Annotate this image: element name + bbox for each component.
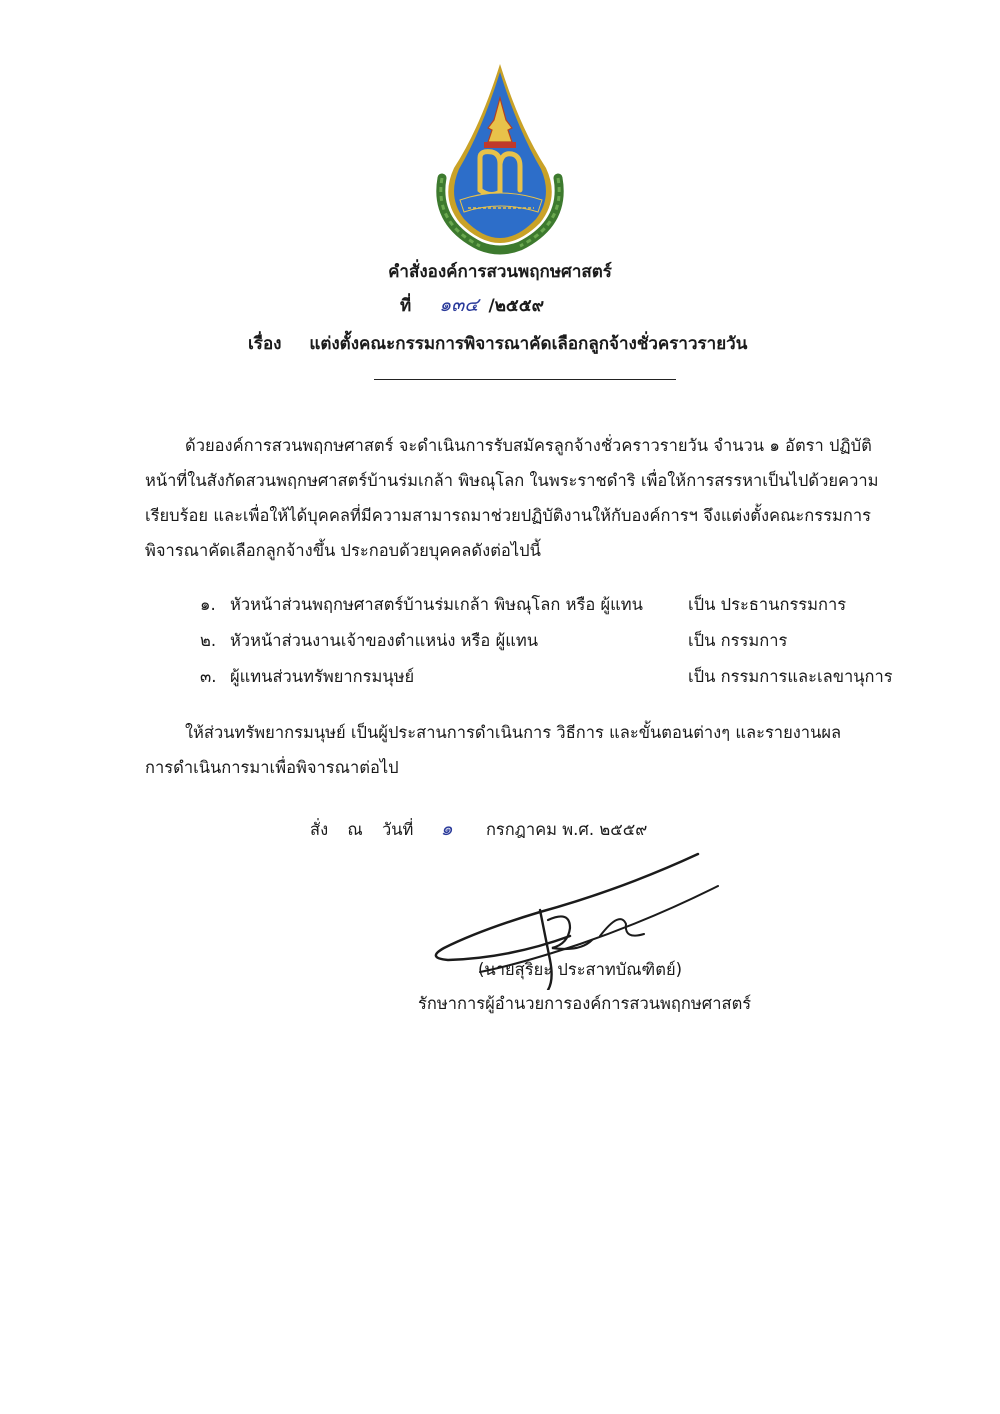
member-role: เป็น กรรมการ — [688, 631, 788, 650]
at-word: ณ — [347, 820, 363, 839]
member-role: เป็น กรรมการและเลขานุการ — [688, 667, 893, 686]
paragraph-line: การดำเนินการมาเพื่อพิจารณาต่อไป — [145, 758, 399, 777]
header-divider — [374, 379, 676, 380]
date-label: วันที่ — [381, 820, 414, 839]
document-title: คำสั่งองค์การสวนพฤกษศาสตร์ — [388, 262, 612, 282]
paragraph-line: หน้าที่ในสังกัดสวนพฤกษศาสตร์บ้านร่มเกล้า พิษณุโลก ในพระราชดำริ เพื่อให้การสรรหาเป็นไปด้วยความ — [145, 471, 879, 490]
seal-icon — [420, 58, 580, 258]
subject-label: เรื่อง — [248, 334, 282, 354]
committee-item — [200, 628, 910, 664]
order-number-value: ๑๓๔ — [439, 294, 479, 316]
signer-name: (นายสุริยะ ประสาทบัณฑิตย์) — [478, 960, 683, 979]
paragraph-line: พิจารณาคัดเลือกลูกจ้างขึ้น ประกอบด้วยบุคคลดังต่อไปนี้ — [145, 541, 541, 560]
paragraph-line: เรียบร้อย และเพื่อให้ได้บุคคลที่มีความสามารถมาช่วยปฏิบัติงานให้กับองค์การฯ จึงแต่งตั้งคณะกรรมการ — [145, 506, 871, 525]
intro-paragraph — [145, 428, 895, 568]
date-day: ๑ — [440, 818, 453, 840]
organization-logo — [420, 58, 580, 258]
paragraph-line: ด้วยองค์การสวนพฤกษศาสตร์ จะดำเนินการรับสมัครลูกจ้างชั่วคราวรายวัน จำนวน ๑ อัตรา ปฏิบัติ — [185, 436, 872, 455]
order-number — [400, 290, 544, 320]
date-month-year: กรกฎาคม พ.ศ. ๒๕๕๙ — [485, 820, 648, 839]
subject-text: แต่งตั้งคณะกรรมการพิจารณาคัดเลือกลูกจ้างชั่วคราวรายวัน — [309, 334, 748, 354]
member-title: หัวหน้าส่วนพฤกษศาสตร์บ้านร่มเกล้า พิษณุโลก หรือ ผู้แทน — [230, 595, 643, 614]
item-number: ๒. — [200, 631, 217, 650]
order-number-year: /๒๕๕๙ — [488, 296, 545, 316]
committee-item — [200, 664, 910, 700]
item-number: ๓. — [200, 667, 217, 686]
signer-position: รักษาการผู้อำนวยการองค์การสวนพฤกษศาสตร์ — [418, 994, 752, 1013]
instruction-paragraph — [145, 715, 895, 785]
member-title: ผู้แทนส่วนทรัพยากรมนุษย์ — [230, 667, 415, 686]
paragraph-line: ให้ส่วนทรัพยากรมนุษย์ เป็นผู้ประสานการดำเนินการ วิธีการ และขั้นตอนต่างๆ และรายงานผล — [185, 723, 842, 742]
committee-list — [200, 592, 910, 700]
member-role: เป็น ประธานกรรมการ — [688, 595, 847, 614]
committee-item — [200, 592, 910, 628]
subject-line — [248, 330, 747, 357]
order-number-label: ที่ — [400, 296, 412, 316]
order-word: สั่ง — [310, 820, 329, 839]
member-title: หัวหน้าส่วนงานเจ้าของตำแหน่ง หรือ ผู้แทน — [230, 631, 539, 650]
item-number: ๑. — [200, 595, 216, 614]
